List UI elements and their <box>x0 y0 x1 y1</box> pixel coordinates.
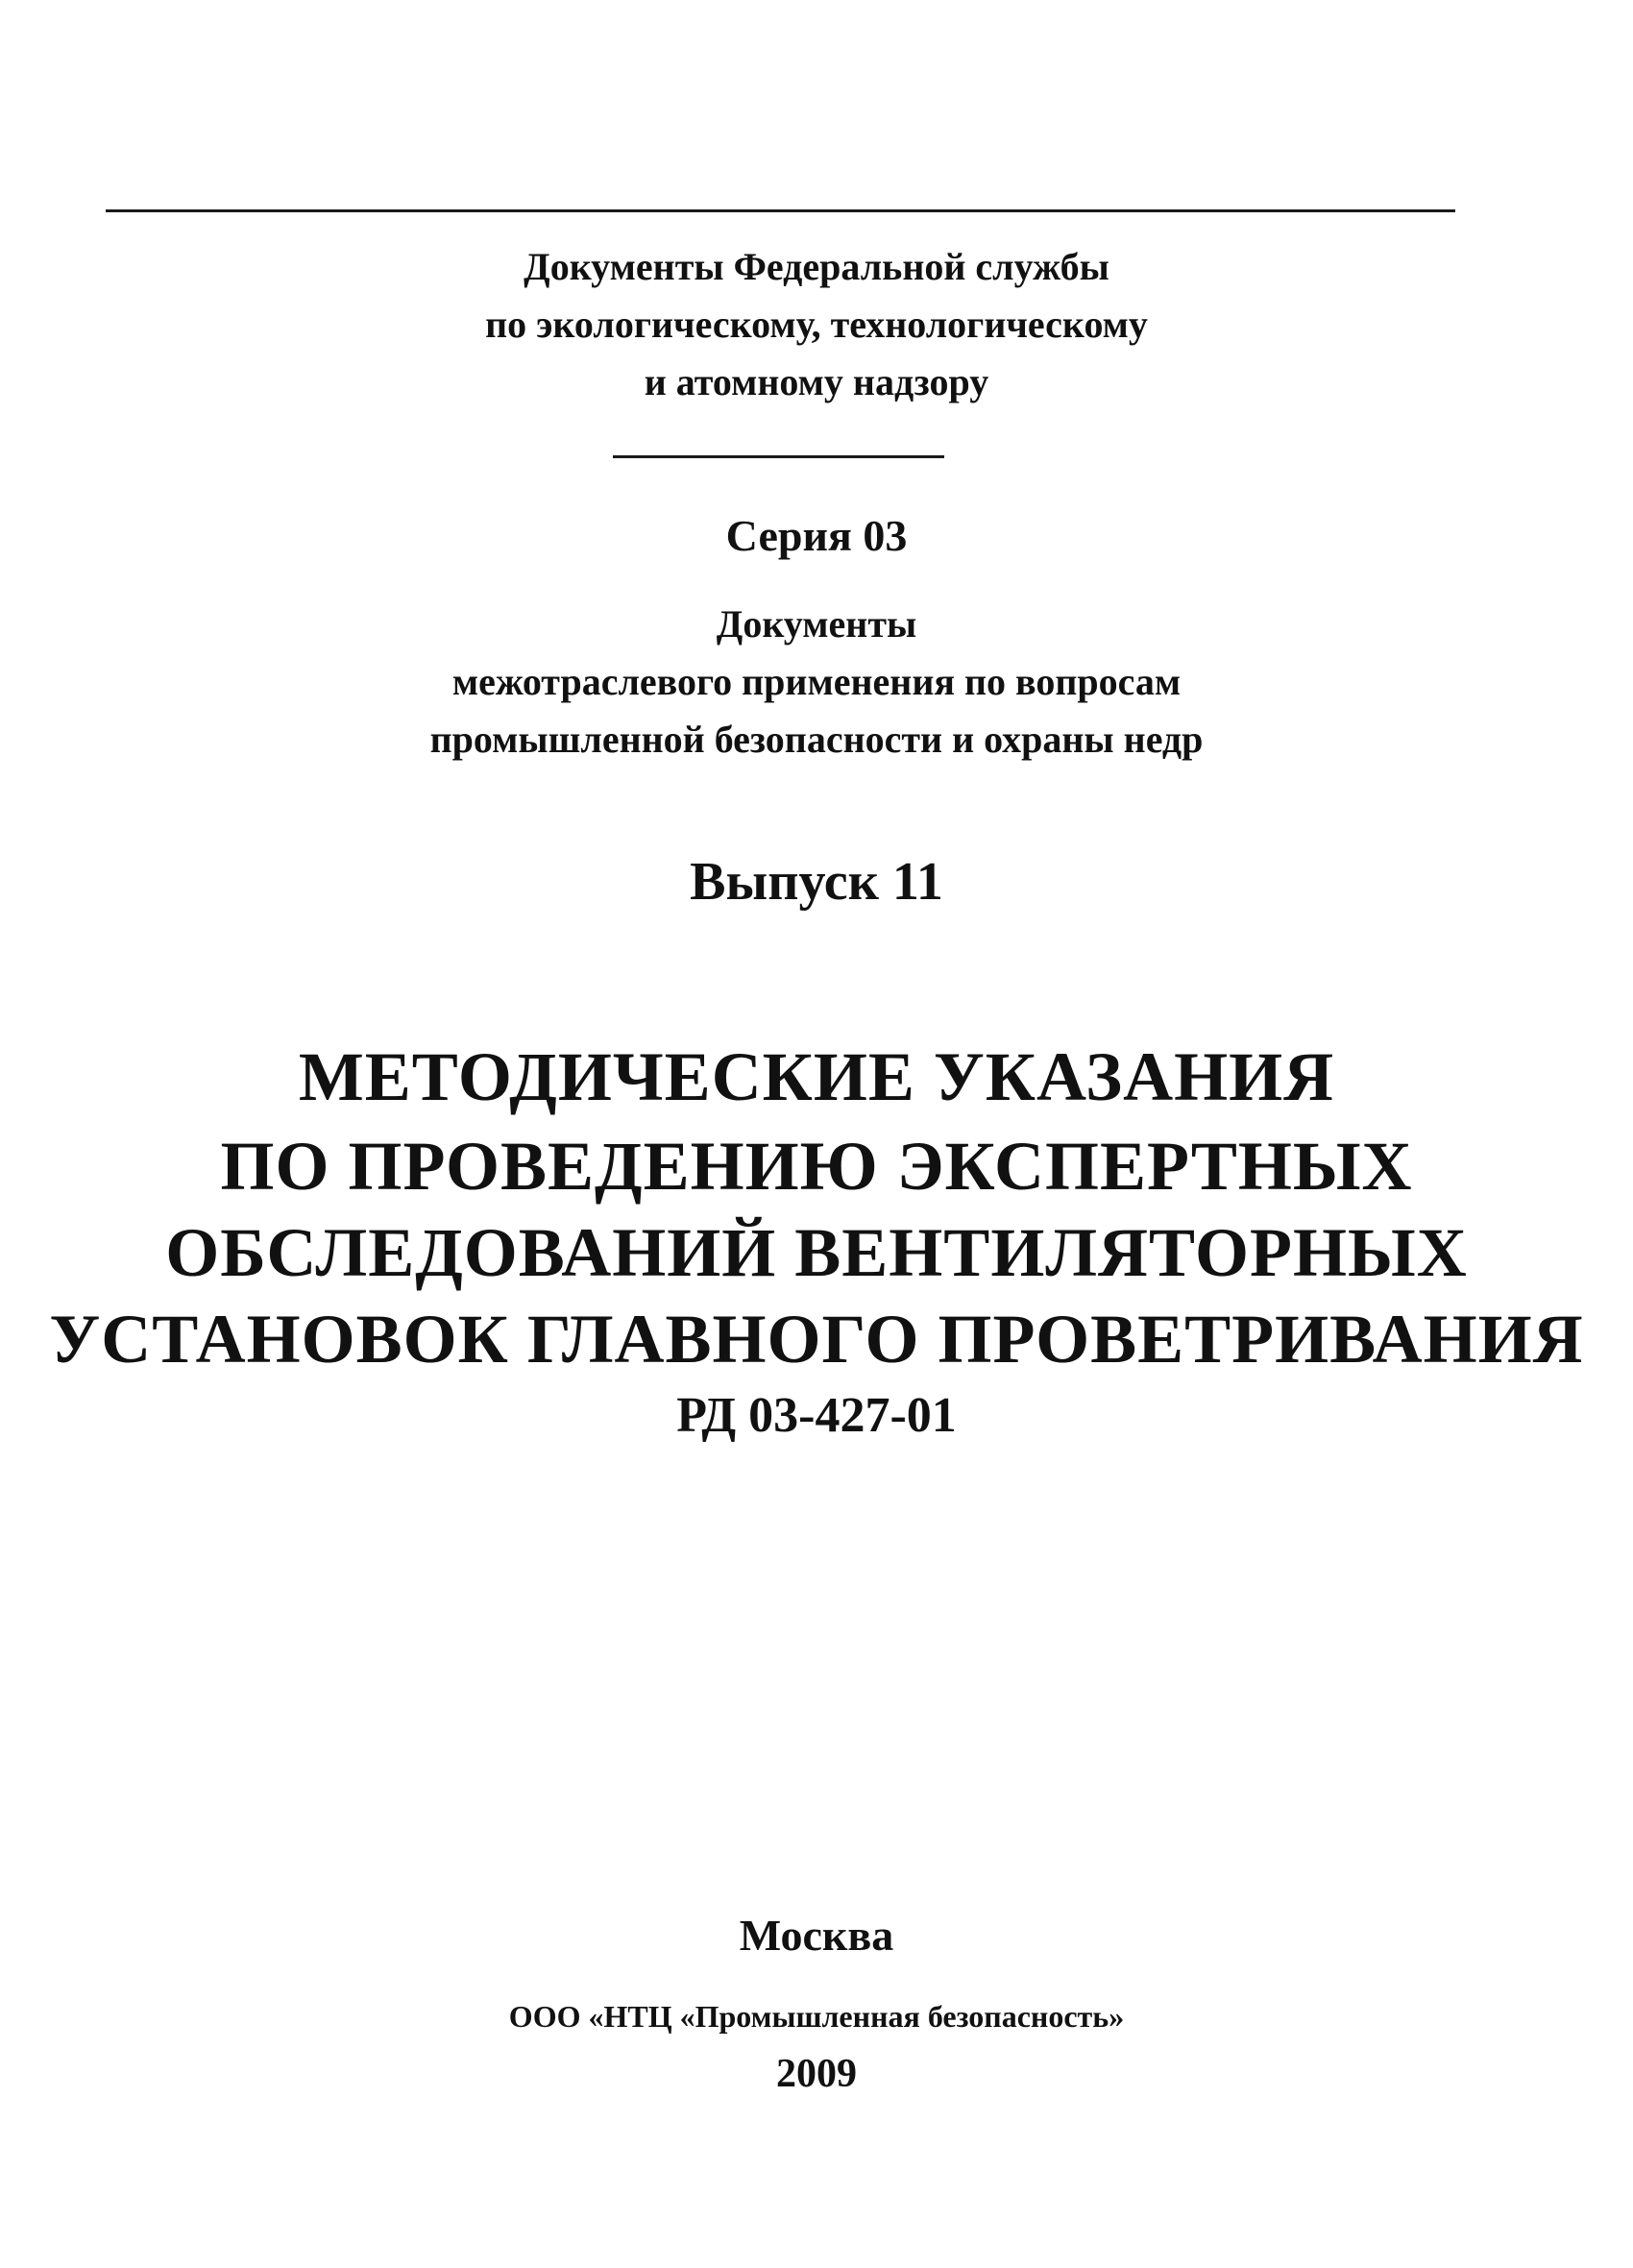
series-description-line: Документы <box>716 602 917 646</box>
issue-label: Выпуск 11 <box>690 852 943 912</box>
imprint-publisher: ООО «НТЦ «Промышленная безопасность» <box>508 1999 1125 2034</box>
agency-line: Документы Федеральной службы <box>524 245 1109 288</box>
document-title-line: УСТАНОВОК ГЛАВНОГО ПРОВЕТРИВАНИЯ <box>49 1301 1584 1378</box>
top-rule <box>106 209 1455 212</box>
series-description-line: промышленной безопасности и охраны недр <box>429 718 1204 761</box>
short-divider <box>613 455 944 458</box>
agency-line: и атомному надзору <box>644 360 989 403</box>
document-title-line: ПО ПРОВЕДЕНИЮ ЭКСПЕРТНЫХ <box>220 1128 1413 1205</box>
document-code: РД 03-427-01 <box>676 1388 957 1443</box>
document-title-line: МЕТОДИЧЕСКИЕ УКАЗАНИЯ <box>298 1038 1335 1115</box>
agency-line: по экологическому, технологическому <box>485 303 1148 346</box>
series-description-line: межотраслевого применения по вопросам <box>451 660 1182 703</box>
imprint-year: 2009 <box>776 2052 857 2096</box>
document-title-line: ОБСЛЕДОВАНИЙ ВЕНТИЛЯТОРНЫХ <box>165 1214 1468 1291</box>
imprint-city: Москва <box>739 1911 894 1960</box>
series-label: Серия 03 <box>725 511 908 560</box>
